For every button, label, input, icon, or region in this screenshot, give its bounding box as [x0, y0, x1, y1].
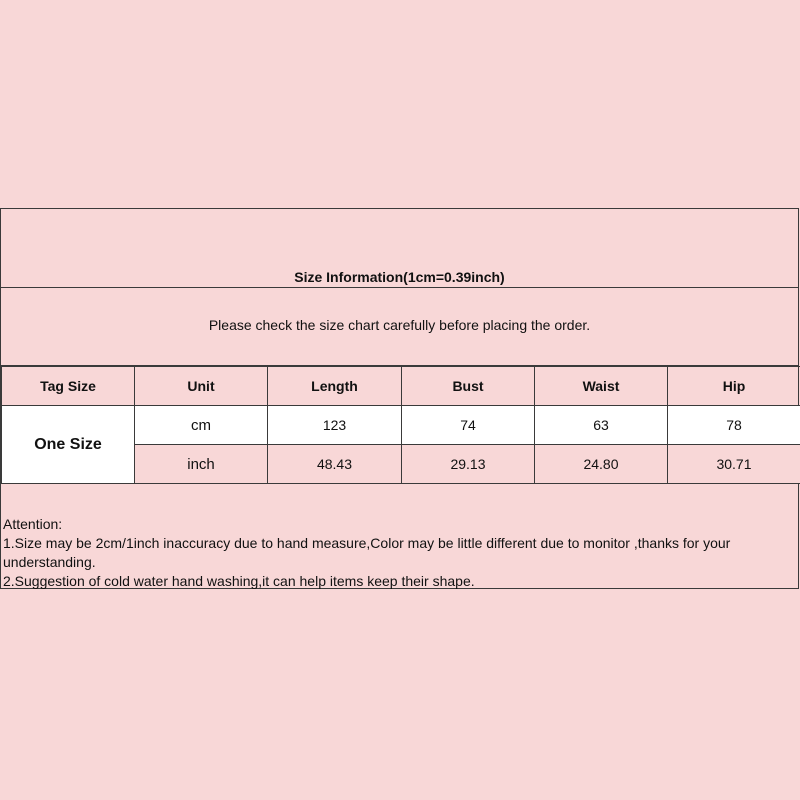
hip-cm-cell: 78	[668, 406, 800, 445]
tag-size-cell: One Size	[2, 406, 135, 484]
length-inch-cell: 48.43	[268, 445, 402, 484]
attention-notes	[3, 515, 793, 591]
header-bust: Bust	[402, 367, 535, 406]
unit-cell-inch: inch	[135, 445, 268, 484]
table-row	[2, 406, 800, 445]
title-row	[1, 209, 798, 288]
bust-inch-cell: 29.13	[402, 445, 535, 484]
unit-cell-cm: cm	[135, 406, 268, 445]
header-unit: Unit	[135, 367, 268, 406]
size-information-sheet	[0, 208, 799, 589]
attention-line-2: 2.Suggestion of cold water hand washing,it can help items keep their shape.	[3, 573, 475, 589]
attention-line-1: 1.Size may be 2cm/1inch inaccuracy due to hand measure,Color may be little different due to monitor ,thanks for your understanding.	[3, 535, 731, 570]
length-cm-cell: 123	[268, 406, 402, 445]
waist-cm-cell: 63	[535, 406, 668, 445]
attention-heading: Attention:	[3, 516, 63, 532]
header-waist: Waist	[535, 367, 668, 406]
size-information-title: Size Information(1cm=0.39inch)	[294, 269, 505, 285]
header-hip: Hip	[668, 367, 800, 406]
header-tag-size: Tag Size	[2, 367, 135, 406]
bust-cm-cell: 74	[402, 406, 535, 445]
note-row	[1, 288, 798, 366]
hip-inch-cell: 30.71	[668, 445, 800, 484]
waist-inch-cell: 24.80	[535, 445, 668, 484]
size-chart-note: Please check the size chart carefully before placing the order.	[208, 317, 591, 333]
table-header-row	[2, 367, 800, 406]
size-table	[1, 366, 800, 484]
header-length: Length	[268, 367, 402, 406]
